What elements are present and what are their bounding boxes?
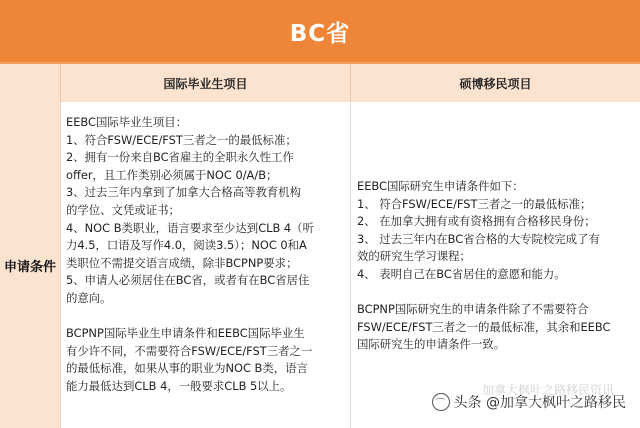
text-line: 类职位不需提交语言成绩，除非BCPNP要求； (66, 255, 298, 270)
international-graduate-cell (60, 102, 350, 428)
text-line: 4、 表明自己在BC省居住的意愿和能力。 (357, 266, 566, 281)
text-line: 2、拥有一份来自BC省雇主的全职永久性工作 (66, 150, 294, 165)
header-international-graduate: 国际毕业生项目 (60, 64, 350, 102)
text-line: BCPNP国际毕业生申请条件和EEBC国际毕业生 (66, 326, 305, 341)
text-line: 国际研究生的申请条件一致。 (357, 337, 506, 352)
table-header-row (0, 62, 640, 102)
watermark (432, 383, 626, 412)
text-line: EEBC国际研究生申请条件如下： (357, 179, 524, 193)
header-masters-phd: 硕博移民项目 (350, 64, 640, 102)
text-line: 能力最低达到CLB 4，一般要求CLB 5以上。 (66, 378, 292, 393)
masters-phd-cell (350, 102, 640, 428)
text-line: offer，且工作类别必须属于NOC 0/A/B； (66, 167, 278, 182)
masters-phd-text (357, 178, 639, 354)
text-line: FSW/ECE/FST三者之一的最低标准，其余和EEBC (357, 319, 611, 334)
chat-bubble-icon: ⌒ (432, 393, 450, 411)
text-line: 力4.5，口语及写作4.0，阅读3.5）；NOC 0和A (66, 238, 307, 253)
page-title: BC省 (0, 0, 640, 62)
header-corner-cell (0, 64, 60, 102)
text-line: 1、符合FSW/ECE/FST三者之一的最低标准； (66, 132, 297, 147)
watermark-faded-text: 加拿大枫叶之路移民资讯 (481, 383, 614, 397)
row-label-requirements: 申请条件 (0, 102, 60, 428)
text-line: BCPNP国际研究生的申请条件除了不需要符合 (357, 302, 589, 317)
text-line: 3、 过去三年内在BC省合格的大专院校完成了有 (357, 231, 600, 246)
text-line: 5、申请人必须居住在BC省，或者有在BC省居住 (66, 273, 310, 288)
table-row (0, 102, 640, 428)
text-line: EEBC国际毕业生项目： (66, 115, 188, 129)
watermark-text: 头条 @加拿大枫叶之路移民 (453, 395, 626, 411)
text-line: 有少许不同，不需要符合FSW/ECE/FST三者之一 (66, 343, 313, 358)
text-line: 1、 符合FSW/ECE/FST三者之一的最低标准； (357, 196, 592, 211)
text-line: 3、过去三年内拿到了加拿大合格高等教育机构 (66, 185, 302, 200)
text-line (357, 284, 639, 302)
text-line: 的意向。 (66, 290, 112, 305)
text-line: 效的研究生学习课程； (357, 249, 471, 264)
text-line (66, 308, 348, 326)
text-line: 的最低标准，如果从事的职业为NOC B类，语言 (66, 361, 308, 376)
international-graduate-text (66, 114, 348, 396)
text-line: 的学位、文凭或证书； (66, 202, 180, 217)
text-line: 4、NOC B类职业，语言要求至少达到CLB 4（听 (66, 220, 314, 235)
text-line: 2、 在加拿大拥有或有资格拥有合格移民身份； (357, 214, 596, 229)
comparison-table (0, 62, 640, 428)
